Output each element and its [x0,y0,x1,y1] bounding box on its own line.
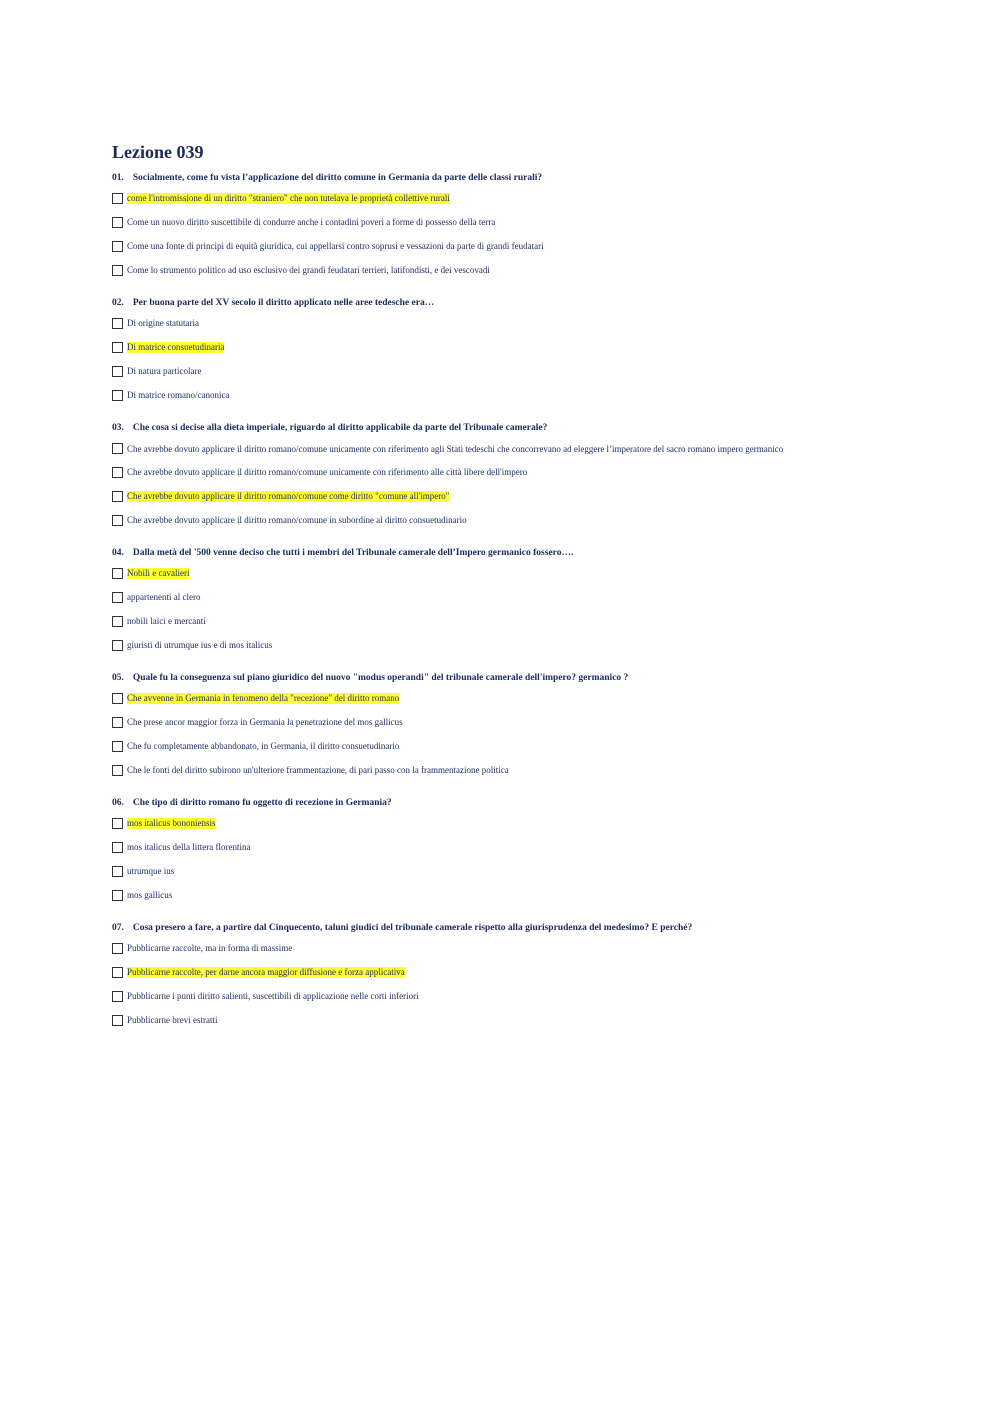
answer-checkbox[interactable] [112,640,123,651]
answer-text-highlighted: Di matrice consuetudinaria [127,342,225,352]
answer-option[interactable] [112,515,892,527]
answer-checkbox[interactable] [112,741,123,752]
answer-checkbox[interactable] [112,515,123,526]
answer-checkbox[interactable] [112,193,123,204]
question-text [112,547,892,559]
answer-option[interactable] [112,443,892,455]
answer-text: Che avrebbe dovuto applicare il diritto romano/comune unicamente con riferimento agli Stati tedeschi che concorrevano ad eleggere l’imperatore del sacro romano impero germanico [127,444,784,454]
answer-option[interactable] [112,390,892,402]
answer-option[interactable] [112,991,892,1003]
answer-text: utrumque ius [127,866,175,876]
question-block [112,547,892,652]
question-label: Per buona parte del XV secolo il diritto applicato nelle aree tedesche era… [132,298,435,308]
answer-text: mos gallicus [127,890,173,900]
answer-text: Come una fonte di principi di equità giuridica, cui appellarsi contro soprusi e vessazioni da parte di grandi feudatari [127,241,544,251]
answer-text-highlighted: mos italicus bononiensis [127,818,216,828]
answer-option[interactable] [112,866,892,878]
question-number: 02. [112,298,124,308]
answer-checkbox[interactable] [112,967,123,978]
answer-option[interactable] [112,741,892,753]
question-label: Che cosa si decise alla dieta imperiale, riguardo al diritto applicabile da parte del Tribunale camerale? [132,423,548,433]
question-list [112,172,892,1027]
answer-checkbox[interactable] [112,467,123,478]
answer-checkbox[interactable] [112,366,123,377]
answer-checkbox[interactable] [112,616,123,627]
question-number: 05. [112,673,124,683]
question-block [112,297,892,402]
answer-text-highlighted: Pubblicarne raccolte, per darne ancora maggior diffusione e forza applicativa [127,967,405,977]
answer-checkbox[interactable] [112,241,123,252]
answer-text: mos italicus della littera florentina [127,842,251,852]
question-number: 01. [112,173,124,183]
answer-option[interactable] [112,366,892,378]
answer-text: Pubblicarne i punti diritto salienti, suscettibili di applicazione nelle corti inferiori [127,991,419,1001]
answer-option[interactable] [112,818,892,830]
answer-checkbox[interactable] [112,491,123,502]
question-number: 06. [112,798,124,808]
question-block [112,672,892,777]
answer-checkbox[interactable] [112,265,123,276]
answer-text-highlighted: come l'intromissione di un diritto "straniero" che non tutelava le proprietà collettive rurali [127,193,450,203]
answer-text: Che avrebbe dovuto applicare il diritto romano/comune unicamente con riferimento alle città libere dell'impero [127,467,528,477]
answer-text: giuristi di utrumque ius e di mos italicus [127,640,273,650]
answer-option[interactable] [112,265,892,277]
question-text [112,922,892,934]
answer-checkbox[interactable] [112,592,123,603]
answer-text: Che avrebbe dovuto applicare il diritto romano/comune in subordine al diritto consuetudinario [127,515,467,525]
question-text [112,297,892,309]
answer-text: appartenenti al clero [127,592,201,602]
answer-checkbox[interactable] [112,890,123,901]
answer-option[interactable] [112,693,892,705]
answer-option[interactable] [112,467,892,479]
question-block [112,422,892,527]
answer-option[interactable] [112,717,892,729]
answer-option[interactable] [112,616,892,628]
question-number: 03. [112,423,124,433]
answer-text: Come un nuovo diritto suscettibile di condurre anche i contadini poveri a forme di possesso della terra [127,217,496,227]
question-label: Socialmente, come fu vista l’applicazione del diritto comune in Germania da parte delle classi rurali? [132,173,543,183]
answer-text-highlighted: Che avrebbe dovuto applicare il diritto romano/comune come diritto "comune all'impero" [127,491,450,501]
answer-text: Che fu completamente abbandonato, in Germania, il diritto consuetudinario [127,741,400,751]
answer-option[interactable] [112,640,892,652]
question-text [112,797,892,809]
answer-option[interactable] [112,943,892,955]
answer-option[interactable] [112,217,892,229]
answer-option[interactable] [112,491,892,503]
answer-text: nobili laici e mercanti [127,616,206,626]
answer-checkbox[interactable] [112,765,123,776]
answer-checkbox[interactable] [112,318,123,329]
answer-text: Che le fonti del diritto subirono un'ulteriore frammentazione, di pari passo con la frammentazione politica [127,765,509,775]
answer-option[interactable] [112,568,892,580]
document-page [112,140,892,1047]
answer-checkbox[interactable] [112,717,123,728]
answer-text: Di matrice romano/canonica [127,390,230,400]
question-text [112,172,892,184]
answer-checkbox[interactable] [112,693,123,704]
answer-option[interactable] [112,241,892,253]
answer-text-highlighted: Nobili e cavalieri [127,568,190,578]
question-text [112,672,892,684]
answer-checkbox[interactable] [112,443,123,454]
answer-checkbox[interactable] [112,943,123,954]
answer-option[interactable] [112,967,892,979]
question-block [112,172,892,277]
question-label: Cosa presero a fare, a partire dal Cinquecento, taluni giudici del tribunale camerale rispetto alla giurisprudenza del medesimo? E perché? [132,923,693,933]
answer-text: Pubblicarne brevi estratti [127,1015,218,1025]
question-block [112,797,892,902]
lesson-title: Lezione 039 [112,142,204,162]
answer-option[interactable] [112,1015,892,1027]
question-label: Che tipo di diritto romano fu oggetto di recezione in Germania? [132,798,392,808]
question-label: Dalla metà del '500 venne deciso che tutti i membri del Tribunale camerale dell’Impero germanico fossero…. [132,548,574,558]
answer-option[interactable] [112,342,892,354]
question-label: Quale fu la conseguenza sul piano giuridico del nuovo "modus operandi" del tribunale camerale dell'impero? germanico ? [132,673,629,683]
answer-option[interactable] [112,890,892,902]
question-block [112,922,892,1027]
question-number: 04. [112,548,124,558]
answer-checkbox[interactable] [112,1015,123,1026]
answer-text: Di natura particolare [127,366,202,376]
question-number: 07. [112,923,124,933]
answer-text: Come lo strumento politico ad uso esclusivo dei grandi feudatari terrieri, latifondisti, e dei vescovadi [127,265,490,275]
answer-text: Che prese ancor maggior forza in Germania la penetrazione del mos gallicus [127,717,403,727]
answer-text-highlighted: Che avvenne in Germania in fenomeno della "recezione" del diritto romano [127,693,400,703]
answer-option[interactable] [112,592,892,604]
answer-checkbox[interactable] [112,390,123,401]
answer-checkbox[interactable] [112,217,123,228]
answer-text: Pubblicarne raccolte, ma in forma di massime [127,943,293,953]
answer-text: Di origine statutaria [127,318,199,328]
answer-option[interactable] [112,193,892,205]
answer-checkbox[interactable] [112,818,123,829]
answer-checkbox[interactable] [112,991,123,1002]
answer-option[interactable] [112,318,892,330]
question-text [112,422,892,434]
answer-option[interactable] [112,842,892,854]
answer-checkbox[interactable] [112,866,123,877]
answer-option[interactable] [112,765,892,777]
answer-checkbox[interactable] [112,342,123,353]
answer-checkbox[interactable] [112,568,123,579]
answer-checkbox[interactable] [112,842,123,853]
